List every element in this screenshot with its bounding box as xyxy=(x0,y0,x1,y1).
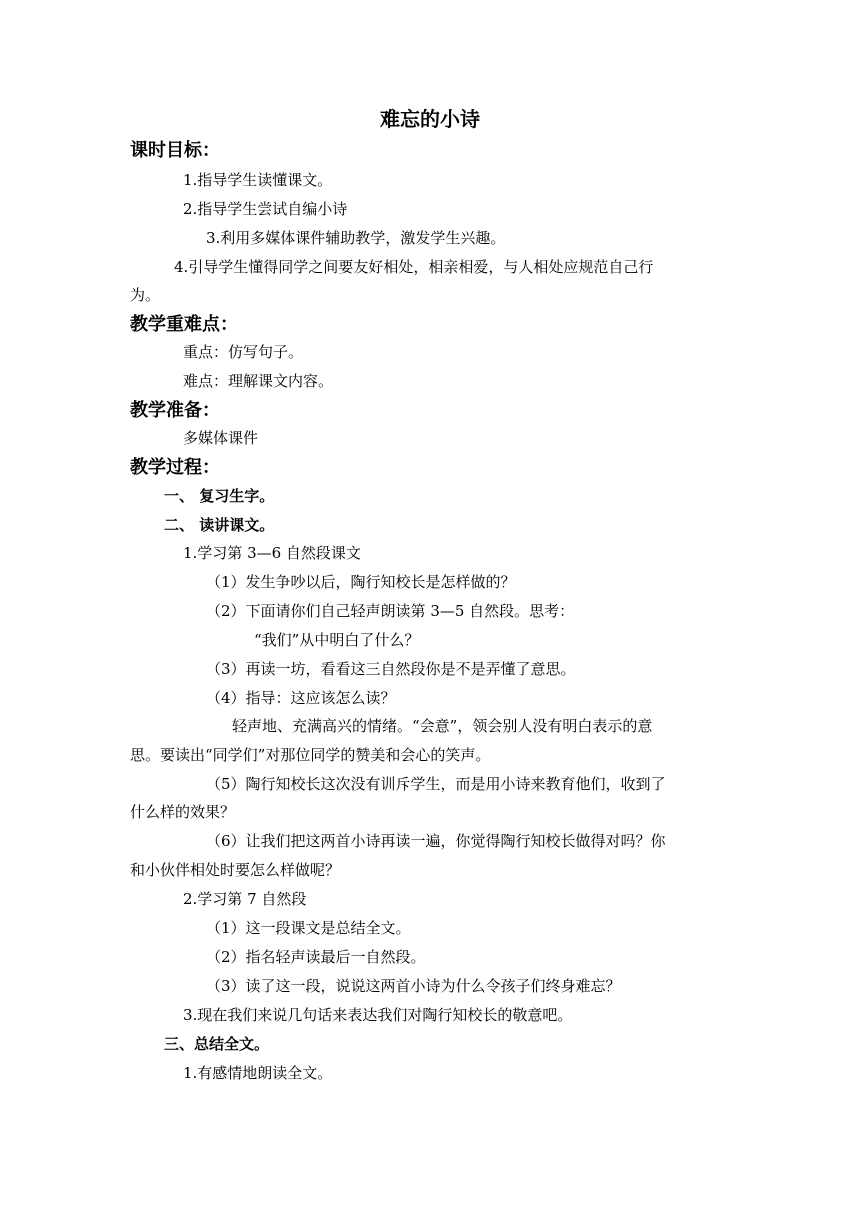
page-title: 难忘的小诗 xyxy=(380,107,480,131)
process-question: （2）下面请你们自己轻声朗读第 3—5 自然段。思考： xyxy=(206,602,575,620)
preparation-text: 多媒体课件 xyxy=(183,429,259,447)
process-question: （2）指名轻声读最后一自然段。 xyxy=(206,948,426,966)
heading-preparation: 教学准备： xyxy=(130,400,220,421)
process-step: 1.学习第 3—6 自然段课文 xyxy=(183,544,361,562)
process-step: 1.有感情地朗读全文。 xyxy=(183,1064,333,1082)
process-guidance-continued: 思。要读出“同学们”对那位同学的赞美和会心的笑声。 xyxy=(130,746,491,764)
process-step: 3.现在我们来说几句话来表达我们对陶行知校长的敬意吧。 xyxy=(183,1006,573,1024)
process-question-continued: 和小伙伴相处时要怎么样做呢？ xyxy=(130,861,341,879)
objective-item: 2.指导学生尝试自编小诗 xyxy=(183,200,348,218)
process-question: （1）这一段课文是总结全文。 xyxy=(206,919,411,937)
process-section-review: 一、 复习生字。 xyxy=(164,487,275,505)
heading-objectives: 课时目标： xyxy=(130,140,220,161)
objective-item: 1.指导学生读懂课文。 xyxy=(183,171,333,189)
key-point-difficulty: 难点：理解课文内容。 xyxy=(183,372,334,390)
objective-item: 3.利用多媒体课件辅助教学，激发学生兴趣。 xyxy=(206,229,506,247)
process-section-reading: 二、 读讲课文。 xyxy=(164,516,275,534)
process-section-summary: 三、总结全文。 xyxy=(164,1035,270,1053)
objective-item-continued: 为。 xyxy=(130,286,161,304)
process-question: （3）读了这一段，说说这两首小诗为什么令孩子们终身难忘？ xyxy=(206,977,621,995)
objective-item: 4.引导学生懂得同学之间要友好相处，相亲相爱，与人相处应规范自己行 xyxy=(174,258,654,276)
process-guidance: 轻声地、充满高兴的情绪。“会意”，领会别人没有明白表示的意 xyxy=(232,717,653,735)
process-question: （3）再读一坊，看看这三自然段你是不是弄懂了意思。 xyxy=(206,660,576,678)
process-question: （6）让我们把这两首小诗再读一遍，你觉得陶行知校长做得对吗？你 xyxy=(206,832,666,850)
process-question: （1）发生争吵以后，陶行知校长是怎样做的？ xyxy=(206,573,516,591)
key-point-focus: 重点：仿写句子。 xyxy=(183,343,304,361)
heading-key-points: 教学重难点： xyxy=(130,314,238,335)
heading-process: 教学过程： xyxy=(130,457,220,478)
process-question: （5）陶行知校长这次没有训斥学生，而是用小诗来教育他们，收到了 xyxy=(206,775,666,793)
process-step: 2.学习第 7 自然段 xyxy=(183,890,307,908)
process-question-continued: “我们”从中明白了什么？ xyxy=(254,631,420,649)
process-question-continued: 什么样的效果？ xyxy=(130,803,236,821)
process-question: （4）指导：这应该怎么读？ xyxy=(206,689,396,707)
